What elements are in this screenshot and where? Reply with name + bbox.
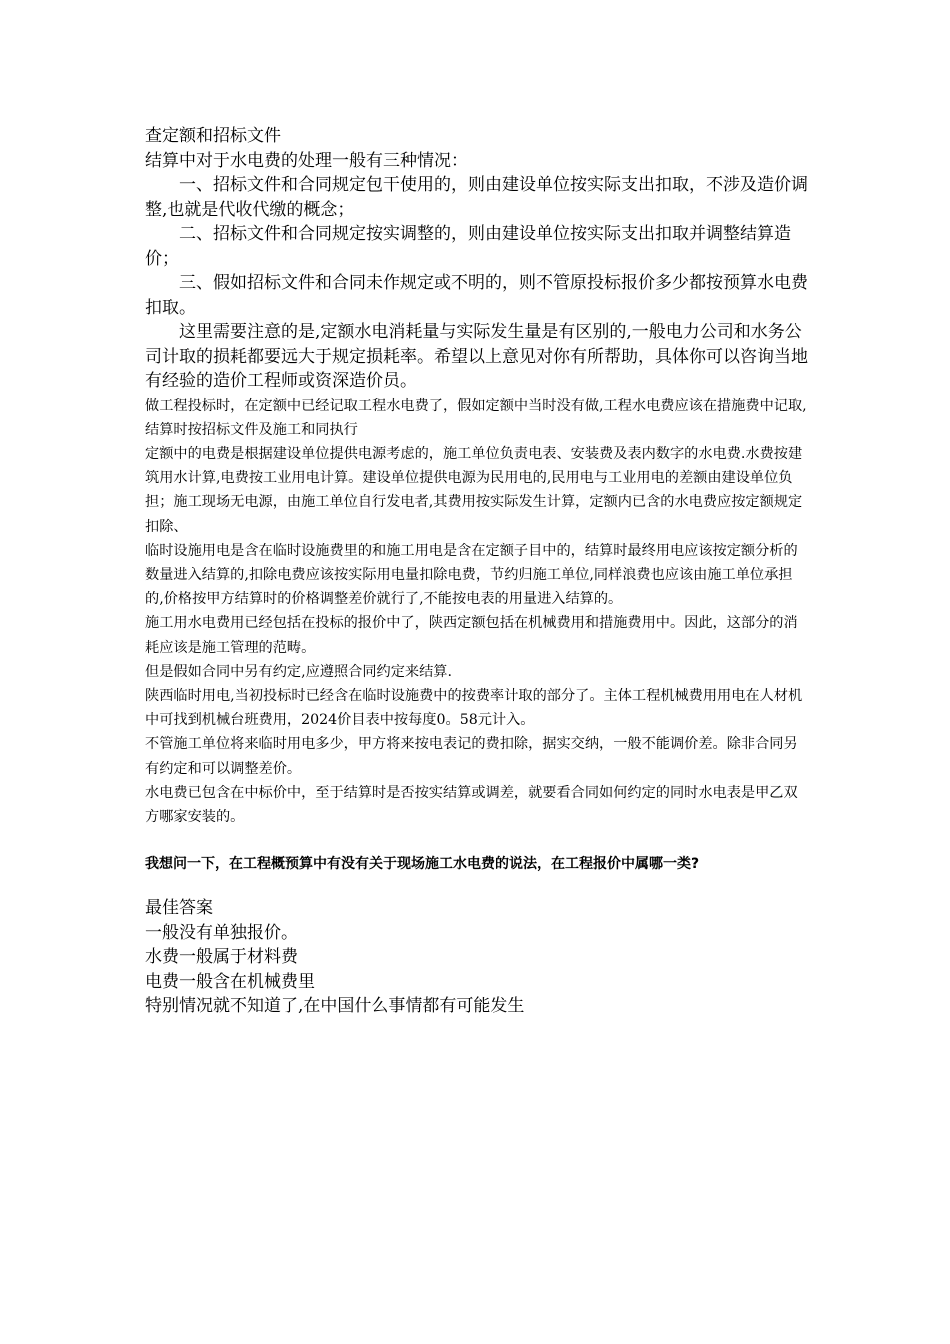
answer-line: 特别情况就不知道了,在中国什么事情都有可能发生 [145, 996, 525, 1017]
spacer [145, 829, 810, 853]
body-paragraph: 做工程投标时，在定额中已经记取工程水电费了，假如定额中当时没有做,工程水电费应该在措施费中记取,结算时按招标文件及施工和同执行 [145, 397, 807, 438]
body-paragraph: 定额中的电费是根据建设单位提供电源考虑的，施工单位负责电表、安装费及表内数字的水电费.水费按建筑用水计算,电费按工业用电计算。建设单位提供电源为民用电的,民用电与工业用电的差额由建设单位负担；施工现场无电源，由施工单位自行发电者,其费用按实际发生计算，定额内已含的水电费应按定额规定扣除、 [145, 445, 803, 535]
answer-line: 水费一般属于材料费 [145, 947, 298, 968]
body-paragraph: 临时设施用电是含在临时设施费里的和施工用电是含在定额子目中的，结算时最终用电应该按定额分析的数量进入结算的,扣除电费应该按实际用电量扣除电费，节约归施工单位,同样浪费也应该由施工单位承担的,价格按甲方结算时的价格调整差价就行了,不能按电表的用量进入结算的。 [145, 542, 798, 608]
body-paragraph: 但是假如合同中另有约定,应遵照合同约定来结算. [145, 663, 452, 680]
question-heading: 我想问一下，在工程概预算中有没有关于现场施工水电费的说法，在工程报价中属哪一类? [145, 856, 700, 873]
answer-line: 电费一般含在机械费里 [145, 971, 315, 992]
body-paragraph: 不管施工单位将来临时用电多少，甲方将来按电表记的费扣除，据实交纳，一般不能调价差。除非合同另有约定和可以调整差价。 [145, 736, 798, 777]
best-answer-label: 最佳答案 [145, 898, 213, 919]
spacer [145, 875, 810, 896]
intro-line: 结算中对于水电费的处理一般有三种情况： [145, 150, 468, 171]
document-title: 查定额和招标文件 [145, 126, 281, 146]
body-paragraph: 水电费已包含在中标价中，至于结算时是否按实结算或调差，就要看合同如何约定的同时水电表是甲乙双方哪家安装的。 [145, 784, 798, 825]
case-item: 三、假如招标文件和合同未作规定或不明的，则不管原投标报价多少都按预算水电费扣取。 [145, 273, 808, 318]
case-item: 一、招标文件和合同规定包干使用的，则由建设单位按实际支出扣取，不涉及造价调整,也就是代收代缴的概念； [145, 175, 808, 220]
body-paragraph: 施工用水电费用已经包括在投标的报价中了，陕西定额包括在机械费用和措施费用中。因此，这部分的消耗应该是施工管理的范畴。 [145, 615, 798, 656]
note-paragraph: 这里需要注意的是,定额水电消耗量与实际发生量是有区别的,一般电力公司和水务公司计取的损耗都要远大于规定损耗率。希望以上意见对你有所帮助，具体你可以咨询当地有经验的造价工程师或资深造价员。 [145, 322, 808, 391]
document-content [145, 124, 810, 1019]
answer-line: 一般没有单独报价。 [145, 922, 298, 943]
case-item: 二、招标文件和合同规定按实调整的，则由建设单位按实际支出扣取并调整结算造价； [145, 224, 791, 269]
body-paragraph: 陕西临时用电,当初投标时已经含在临时设施费中的按费率计取的部分了。主体工程机械费用用电在人材机中可找到机械台班费用，2024价目表中按每度0。58元计入。 [145, 687, 803, 729]
